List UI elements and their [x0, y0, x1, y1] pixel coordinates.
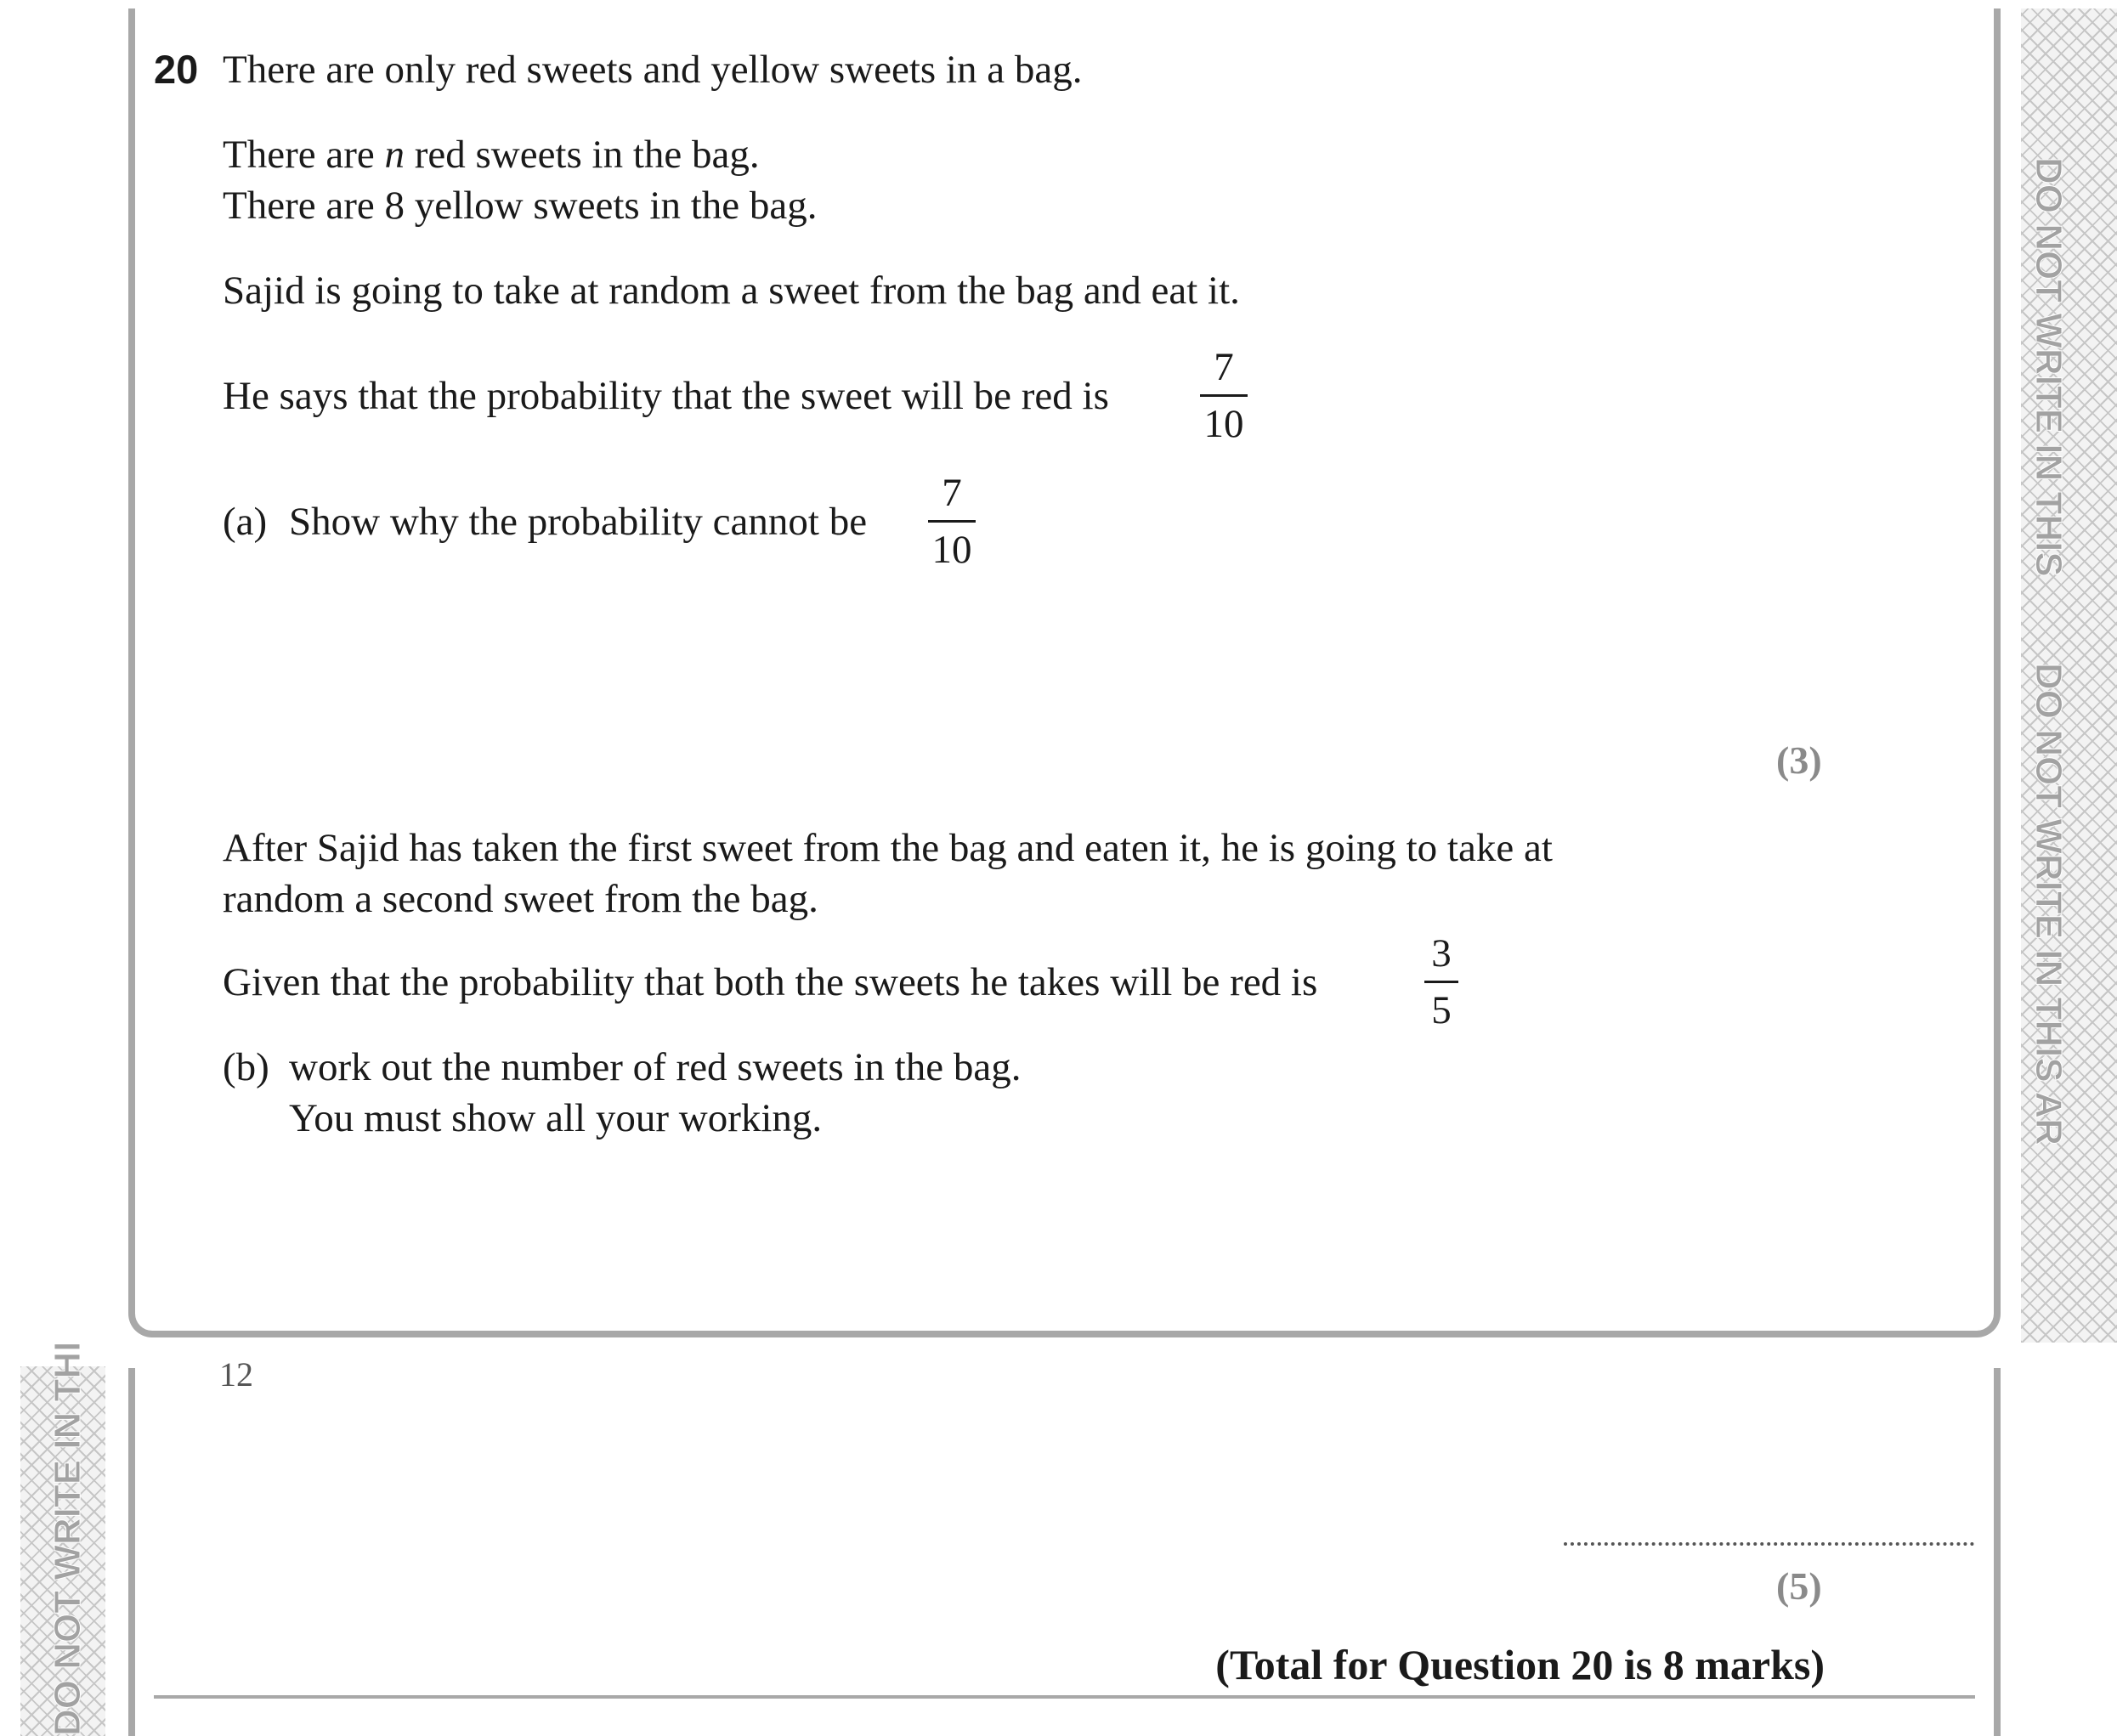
- part-b-label: (b): [223, 1045, 269, 1089]
- margin-warning-right-top: DO NOT WRITE IN THIS: [2028, 157, 2069, 577]
- margin-warning-right-bottom: DO NOT WRITE IN THIS AR: [2028, 663, 2069, 1145]
- red-sweets-line: There are n red sweets in the bag.: [223, 133, 760, 177]
- part-b-marks: (5): [1776, 1564, 1822, 1608]
- yellow-sweets-line: There are 8 yellow sweets in the bag.: [223, 184, 818, 228]
- part-b-text-2: You must show all your working.: [289, 1096, 823, 1140]
- part-a-marks: (3): [1776, 738, 1822, 782]
- part-a-fraction: 7 10: [928, 469, 976, 574]
- after-line-2: random a second sweet from the bag.: [223, 877, 818, 921]
- variable-n: n: [384, 133, 405, 177]
- part-a-text: Show why the probability cannot be: [289, 500, 868, 544]
- sajid-line: Sajid is going to take at random a sweet from the bag and eat it.: [223, 269, 1240, 313]
- question-frame-left-edge: [128, 1368, 135, 1736]
- after-line-1: After Sajid has taken the first sweet from the bag and eaten it, he is going to take at: [223, 826, 1553, 870]
- margin-warning-left: DO NOT WRITE IN THI: [47, 1341, 88, 1736]
- part-b-text-1: work out the number of red sweets in the bag.: [289, 1045, 1022, 1089]
- question-frame-right-edge: [1994, 1368, 2001, 1736]
- page-break-mark: 12: [219, 1355, 253, 1394]
- question-number: 20: [154, 47, 199, 92]
- answer-line[interactable]: [1564, 1542, 1974, 1546]
- claim-fraction: 7 10: [1200, 343, 1248, 448]
- total-marks: (Total for Question 20 is 8 marks): [1215, 1641, 1825, 1688]
- claim-line: He says that the probability that the sweet will be red is: [223, 374, 1109, 418]
- given-line: Given that the probability that both the sweets he takes will be red is: [223, 960, 1318, 1004]
- bottom-rule: [154, 1695, 1975, 1699]
- question-intro: There are only red sweets and yellow sweets in a bag.: [223, 48, 1083, 92]
- given-fraction: 3 5: [1424, 930, 1458, 1034]
- part-a-label: (a): [223, 500, 268, 544]
